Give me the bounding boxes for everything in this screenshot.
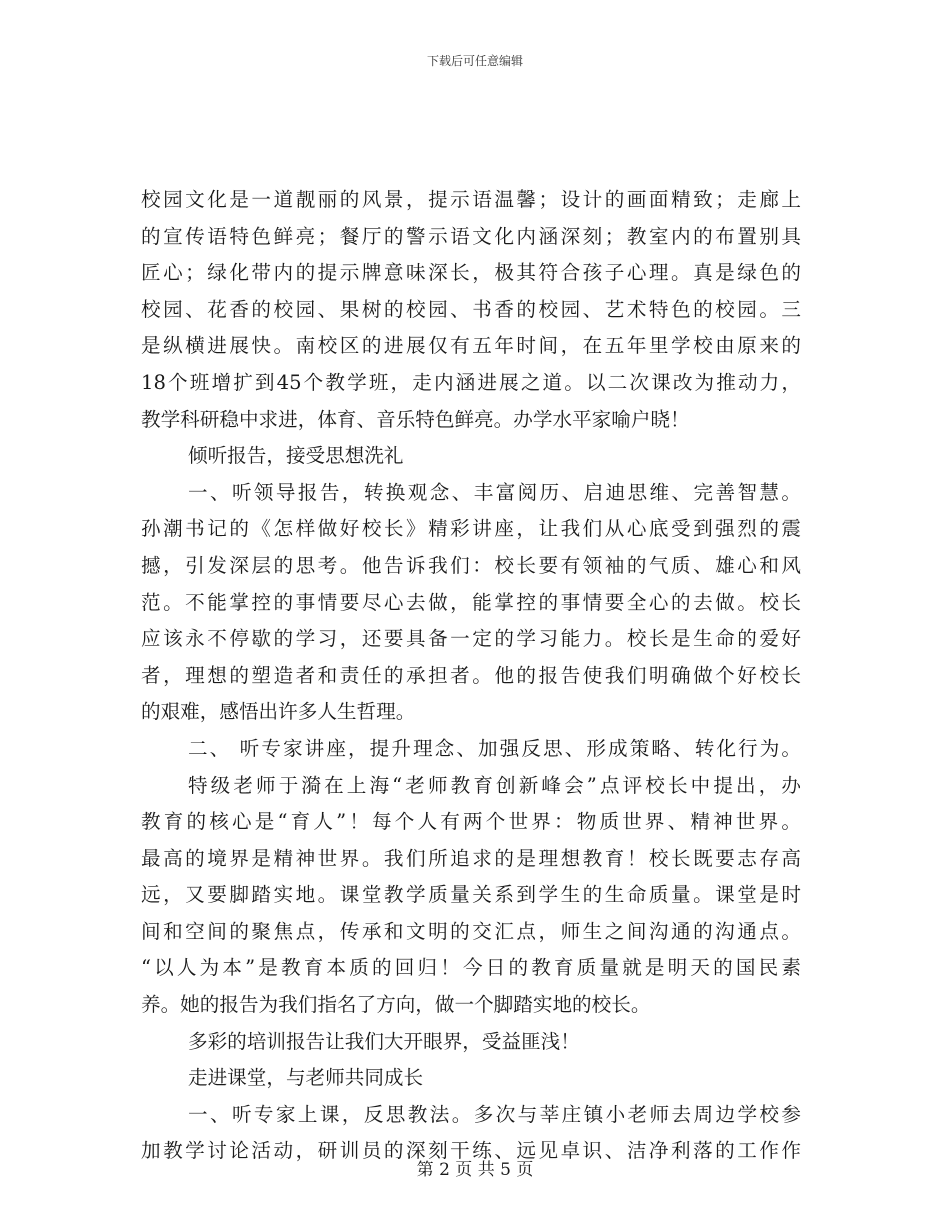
body-line: 养。她的报告为我们指名了方向，做一个脚踏实地的校长。 <box>141 993 651 1017</box>
body-line: 教学科研稳中求进，体育、音乐特色鲜亮。办学水平家喻户晓！ <box>141 407 690 431</box>
body-line: 一、听领导报告，转换观念、丰富阅历、启迪思维、完善智慧。 <box>188 480 801 504</box>
body-line: 撼，引发深层的思考。他告诉我们：校长要有领袖的气质、雄心和风 <box>141 553 801 577</box>
body-line: 教育的核心是“育人”！每个人有两个世界：物质世界、精神世界。 <box>141 810 801 834</box>
body-line: 加教学讨论活动，研训员的深刻干练、远见卓识、洁净利落的工作作 <box>141 1139 801 1163</box>
body-line: 间和空间的聚焦点，传承和文明的交汇点，师生之间沟通的沟通点。 <box>141 919 801 943</box>
body-line: 多彩的培训报告让我们大开眼界，受益匪浅！ <box>188 1029 580 1053</box>
body-line: 一、听专家上课，反思教法。多次与莘庄镇小老师去周边学校参 <box>188 1102 801 1126</box>
page-number: 第 2 页 共 5 页 <box>416 1160 534 1180</box>
body-line: 特级老师于漪在上海“老师教育创新峰会”点评校长中提出，办 <box>188 773 801 797</box>
body-line: 者，理想的塑造者和责任的承担者。他的报告使我们明确做个好校长 <box>141 663 801 687</box>
body-line: 校园、花香的校园、果树的校园、书香的校园、艺术特色的校园。三 <box>141 297 801 321</box>
body-line: 范。不能掌控的事情要尽心去做，能掌控的事情要全心的去做。校长 <box>141 590 801 614</box>
body-line: 应该永不停歇的学习，还要具备一定的学习能力。校长是生命的爱好 <box>141 627 801 651</box>
body-line: “以人为本”是教育本质的回归！今日的教育质量就是明天的国民素 <box>141 956 801 980</box>
body-line: 的宣传语特色鲜亮；餐厅的警示语文化内涵深刻；教室内的布置别具 <box>141 224 801 248</box>
body-line: 18个班增扩到45个教学班，走内涵进展之道。以二次课改为推动力， <box>141 370 801 394</box>
section-heading: 走进课堂，与老师共同成长 <box>188 1066 424 1090</box>
section-heading: 倾听报告，接受思想洗礼 <box>188 444 404 468</box>
body-line: 二、 听专家讲座，提升理念、加强反思、形成策略、转化行为。 <box>188 736 801 760</box>
body-line: 远，又要脚踏实地。课堂教学质量关系到学生的生命质量。课堂是时 <box>141 883 801 907</box>
body-line: 最高的境界是精神世界。我们所追求的是理想教育！校长既要志存高 <box>141 846 801 870</box>
document-body <box>141 182 801 1170</box>
body-line: 匠心；绿化带内的提示牌意味深长，极其符合孩子心理。真是绿色的 <box>141 261 801 285</box>
body-line: 校园文化是一道靓丽的风景，提示语温馨；设计的画面精致；走廊上 <box>141 188 801 211</box>
page-header-note: 下载后可任意编辑 <box>426 54 523 68</box>
body-line: 孙潮书记的《怎样做好校长》精彩讲座，让我们从心底受到强烈的震 <box>141 517 801 541</box>
body-line: 是纵横进展快。南校区的进展仅有五年时间，在五年里学校由原来的 <box>141 334 801 358</box>
body-line: 的艰难，感悟出许多人生哲理。 <box>141 700 416 724</box>
